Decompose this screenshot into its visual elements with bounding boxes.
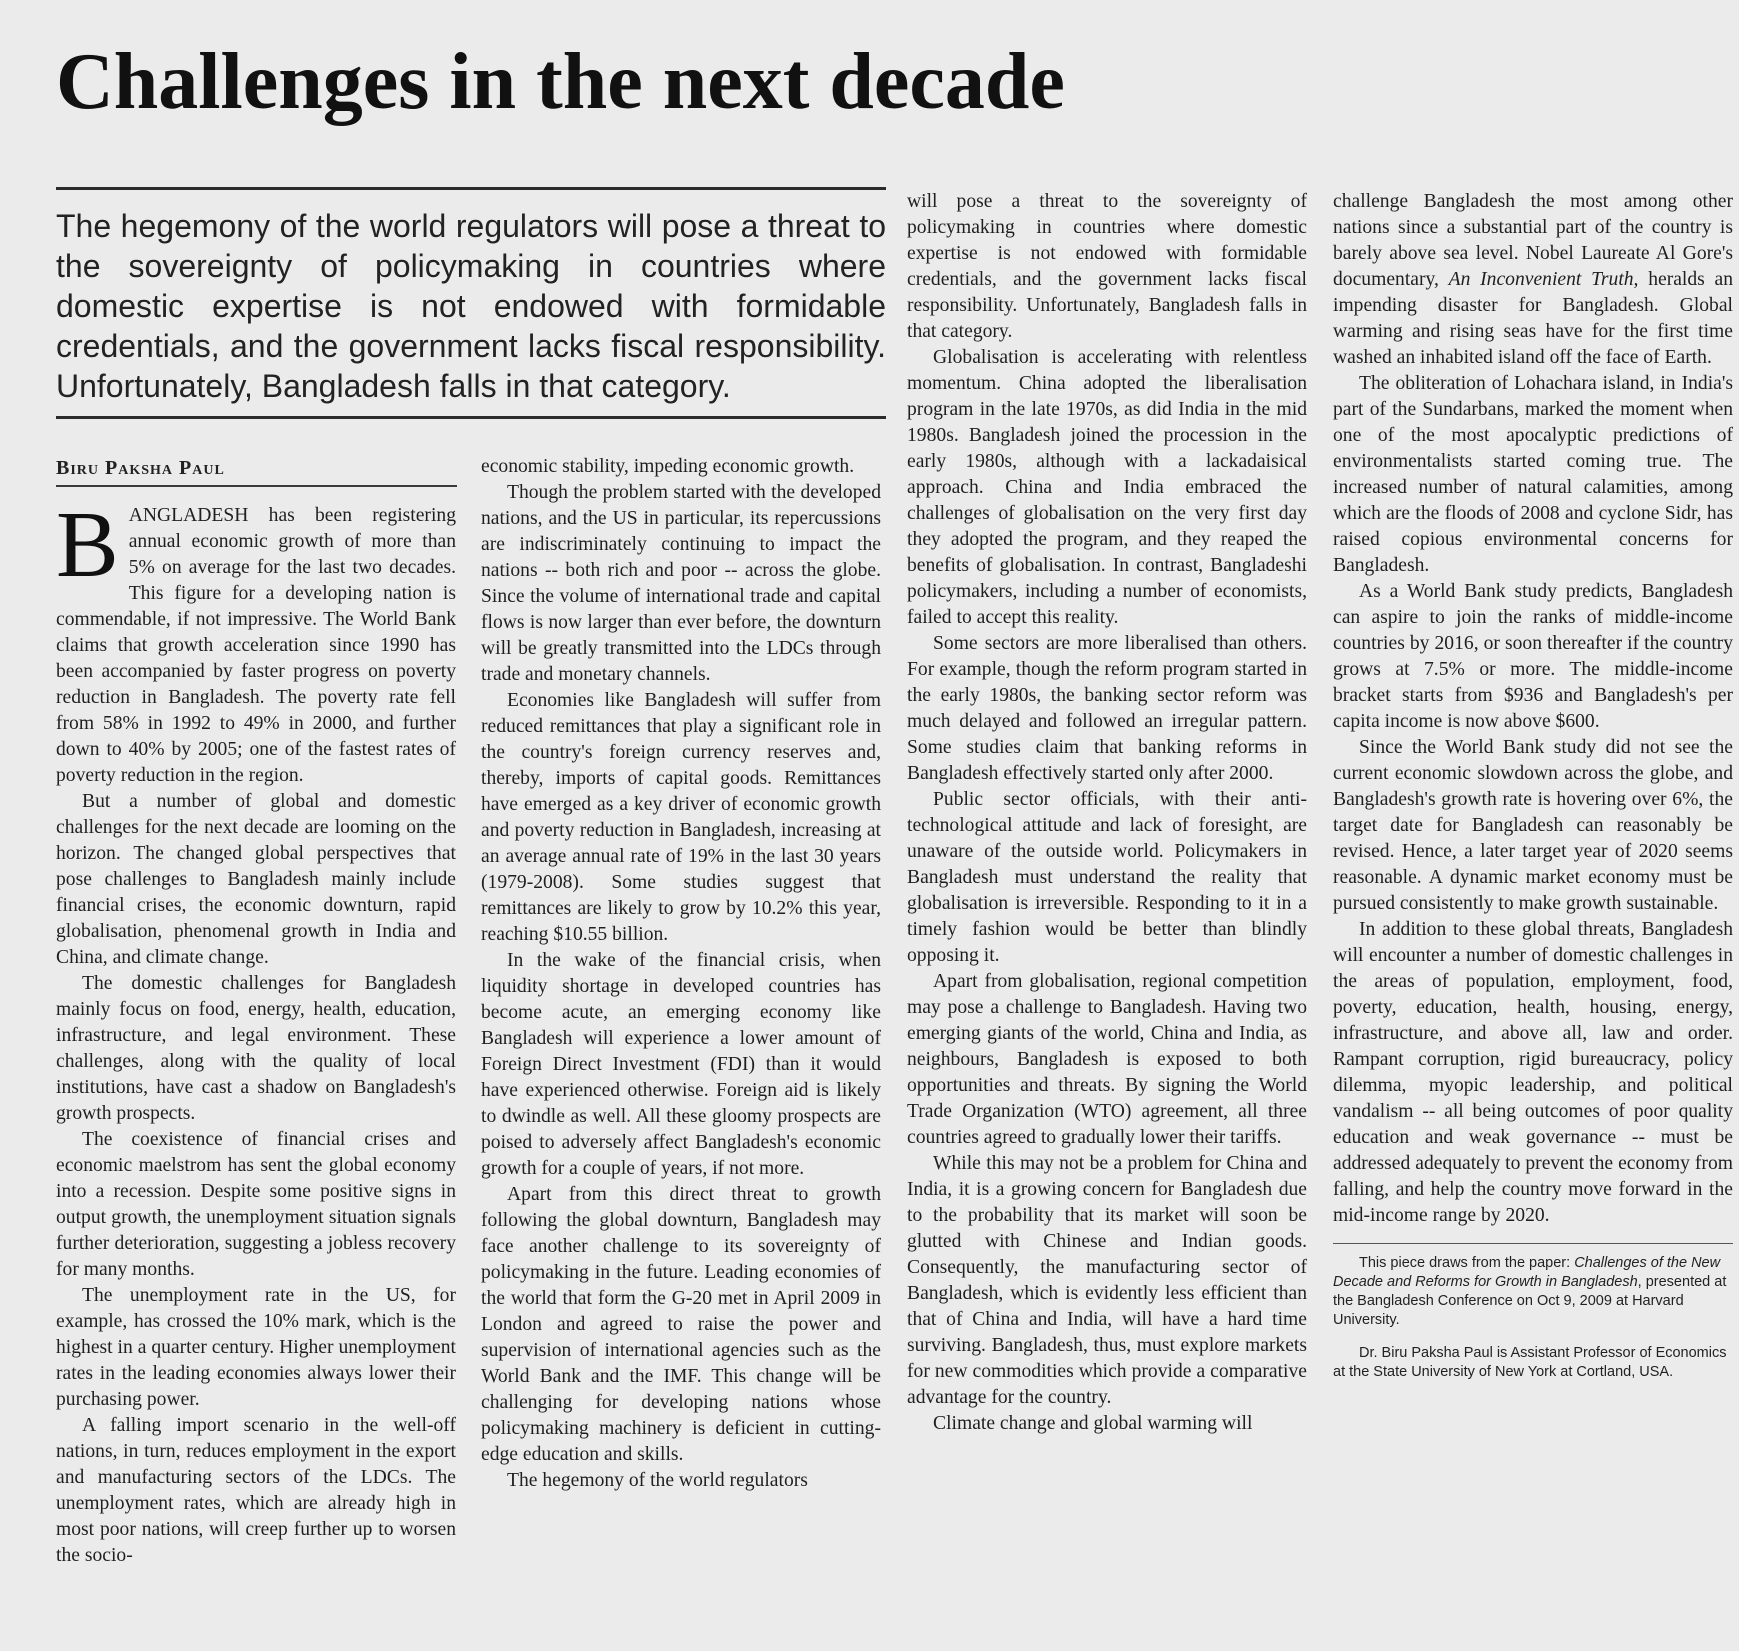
column-1 (56, 493, 456, 1569)
deck-rule-top (56, 187, 886, 190)
column-4 (1333, 189, 1733, 1382)
author-note: Dr. Biru Paksha Paul is Assistant Professor of Economics at the State University of New York at Cortland, USA. (1333, 1345, 1727, 1380)
deck-summary: The hegemony of the world regulators will pose a threat to the sovereignty of policymaking in countries where domestic expertise is not endowed with formidable credentials, and the government lacks fiscal responsibility. Unfortunately, Bangladesh falls in that category. (56, 208, 886, 404)
paragraph: Apart from this direct threat to growth following the global downturn, Bangladesh may face another challenge to its sovereignty of policymaking in the future. Leading economies of the world that form the G-20 met in April 2009 in London and agreed to raise the power and supervision of international agencies such as the World Bank and the IMF. This change will be challenging for developing nations whose policymaking machinery is deficient in cutting-edge education and skills. (481, 1184, 881, 1465)
paragraph: economic stability, impeding economic growth. (481, 456, 855, 477)
deck-rule-bottom (56, 416, 886, 419)
paper-title: Challenges of the New Decade and Reforms for Growth in Bangladesh (1333, 1255, 1721, 1290)
paragraph: Some sectors are more liberalised than others. For example, though the reform program started in the early 1980s, the banking sector reform was much delayed and followed an irregular pattern. Some studies claim that banking reforms in Bangladesh effectively started only after 2000. (907, 633, 1307, 784)
paragraph: Since the World Bank study did not see the current economic slowdown across the globe, and Bangladesh's growth rate is hovering over 6%, the target date for Bangladesh can reasonably be revised. Hence, a later target year of 2020 seems reasonable. A dynamic market economy must be pursued consistently to make growth sustainable. (1333, 737, 1733, 914)
paragraph: The unemployment rate in the US, for example, has crossed the 10% mark, which is the highest in a quarter century. Higher unemployment rates in the leading economies always lower their purchasing power. (56, 1285, 456, 1410)
paragraph: Apart from globalisation, regional competition may pose a challenge to Bangladesh. Having two emerging giants of the world, China and India, as neighbours, Bangladesh is exposed to both opportunities and threats. By signing the World Trade Organization (WTO) agreement, all three countries agreed to gradually lower their tariffs. (907, 971, 1307, 1148)
column-3 (907, 189, 1307, 1437)
paragraph: challenge Bangladesh the most among other nations since a substantial part of the country is barely above sea level. Nobel Laureate Al Gore's documentary, An Inconvenient Truth, heralds an impending disaster for Bangladesh. Global warming and rising seas have for the first time washed an inhabited island off the face of Earth. (1333, 191, 1734, 368)
paragraph: In the wake of the financial crisis, when liquidity shortage in developed countries has become acute, an emerging economy like Bangladesh will experience a lower amount of Foreign Direct Investment (FDI) than it would have experienced otherwise. Foreign aid is likely to dwindle as well. All these gloomy prospects are poised to adversely affect Bangladesh's economic growth for a couple of years, if not more. (481, 950, 881, 1179)
paragraph: will pose a threat to the sovereignty of policymaking in countries where domestic expertise is not endowed with formidable credentials, and the government lacks fiscal responsibility. Unfortunately, Bangladesh falls in that category. (907, 191, 1307, 342)
drop-cap: B (56, 493, 119, 597)
paragraph: The coexistence of financial crises and economic maelstrom has sent the global economy into a recession. Despite some positive signs in output growth, the unemployment situation signals further deterioration, suggesting a jobless recovery for many months. (56, 1129, 456, 1280)
byline: Biru Paksha Paul (56, 457, 225, 479)
column-2 (481, 454, 881, 1494)
paragraph: In addition to these global threats, Bangladesh will encounter a number of domestic challenges in the areas of population, employment, food, poverty, education, health, housing, energy, infrastructure, and above all, law and order. Rampant corruption, rigid bureaucracy, policy dilemma, myopic leadership, and political vandalism -- all being outcomes of poor quality education and weak governance -- must be addressed adequately to prevent the economy from falling, and help the country move forward in the mid-income range by 2020. (1333, 919, 1733, 1226)
documentary-title: An Inconvenient Truth, (1448, 269, 1639, 290)
paragraph: Globalisation is accelerating with relentless momentum. China adopted the liberalisation program in the late 1970s, as did India in the mid 1980s. Bangladesh joined the procession in the early 1980s, although with a lackadaisical approach. China and India embraced the challenges of globalisation on the very first day they adopted the program, and they reaped the benefits of globalisation. In contrast, Bangladeshi policymakers, including a number of economists, failed to accept this reality. (907, 347, 1307, 628)
source-note: This piece draws from the paper: Challenges of the New Decade and Reforms for Growth in Bangladesh, presented at the Bangladesh Conference on Oct 9, 2009 at Harvard University. (1333, 1255, 1727, 1328)
paragraph: BANGLADESH has been registering annual economic growth of more than 5% on average for the last two decades. This figure for a developing nation is commendable, if not impressive. The World Bank claims that growth acceleration since 1990 has been accompanied by faster progress on poverty reduction in Bangladesh. The poverty rate fell from 58% in 1992 to 49% in 2000, and further down to 40% by 2005; one of the fastest rates of poverty reduction in the region. (56, 493, 456, 786)
paragraph: Economies like Bangladesh will suffer from reduced remittances that play a significant role in the country's foreign currency reserves and, thereby, imports of capital goods. Remittances have emerged as a key driver of economic growth and poverty reduction in Bangladesh, increasing at an average annual rate of 19% in the last 30 years (1979-2008). Some studies suggest that remittances are likely to grow by 10.2% this year, reaching $10.55 billion. (481, 690, 881, 945)
paragraph: But a number of global and domestic challenges for the next decade are looming on the horizon. The changed global perspectives that pose challenges to Bangladesh mainly include financial crises, the economic downturn, rapid globalisation, phenomenal growth in India and China, and climate change. (56, 791, 456, 968)
paragraph: Public sector officials, with their anti-technological attitude and lack of foresight, are unaware of the outside world. Policymakers in Bangladesh must understand the reality that globalisation is irreversible. Responding to it in a timely fashion would be better than blindly opposing it. (907, 789, 1307, 966)
paragraph: The hegemony of the world regulators (507, 1470, 808, 1491)
paragraph: The obliteration of Lohachara island, in India's part of the Sundarbans, marked the moment when one of the most apocalyptic predictions of environmentalists started coming true. The increased number of natural calamities, among which are the floods of 2008 and cyclone Sidr, has raised copious environmental concerns for Bangladesh. (1333, 373, 1733, 576)
paragraph: While this may not be a problem for China and India, it is a growing concern for Bangladesh due to the probability that its market will soon be glutted with Chinese and Indian goods. Consequently, the manufacturing sector of Bangladesh, which is evidently less efficient than that of China and India, will have a hard time surviving. Bangladesh, thus, must explore markets for new commodities which provide a comparative advantage for the country. (907, 1153, 1307, 1408)
paragraph: A falling import scenario in the well-off nations, in turn, reduces employment in the export and manufacturing sectors of the LDCs. The unemployment rates, which are already high in most poor nations, will creep further up to worsen the socio- (56, 1415, 456, 1566)
note-rule (1333, 1243, 1733, 1244)
paragraph: As a World Bank study predicts, Bangladesh can aspire to join the ranks of middle-income countries by 2016, or soon thereafter if the country grows at 7.5% or more. The middle-income bracket starts from $936 and Bangladesh's per capita income is now above $600. (1333, 581, 1733, 732)
headline: Challenges in the next decade (56, 38, 1065, 126)
byline-rule (56, 485, 457, 487)
paragraph: Climate change and global warming will (933, 1413, 1253, 1434)
paragraph: The domestic challenges for Bangladesh mainly focus on food, energy, health, education, infrastructure, and legal environment. These challenges, along with the quality of local institutions, have cast a shadow on Bangladesh's growth prospects. (56, 973, 456, 1124)
paragraph: Though the problem started with the developed nations, and the US in particular, its repercussions are indiscriminately continuing to impact the nations -- both rich and poor -- across the globe. Since the volume of international trade and capital flows is now larger than ever before, the downturn will be greatly transmitted into the LDCs through trade and monetary channels. (481, 482, 881, 685)
